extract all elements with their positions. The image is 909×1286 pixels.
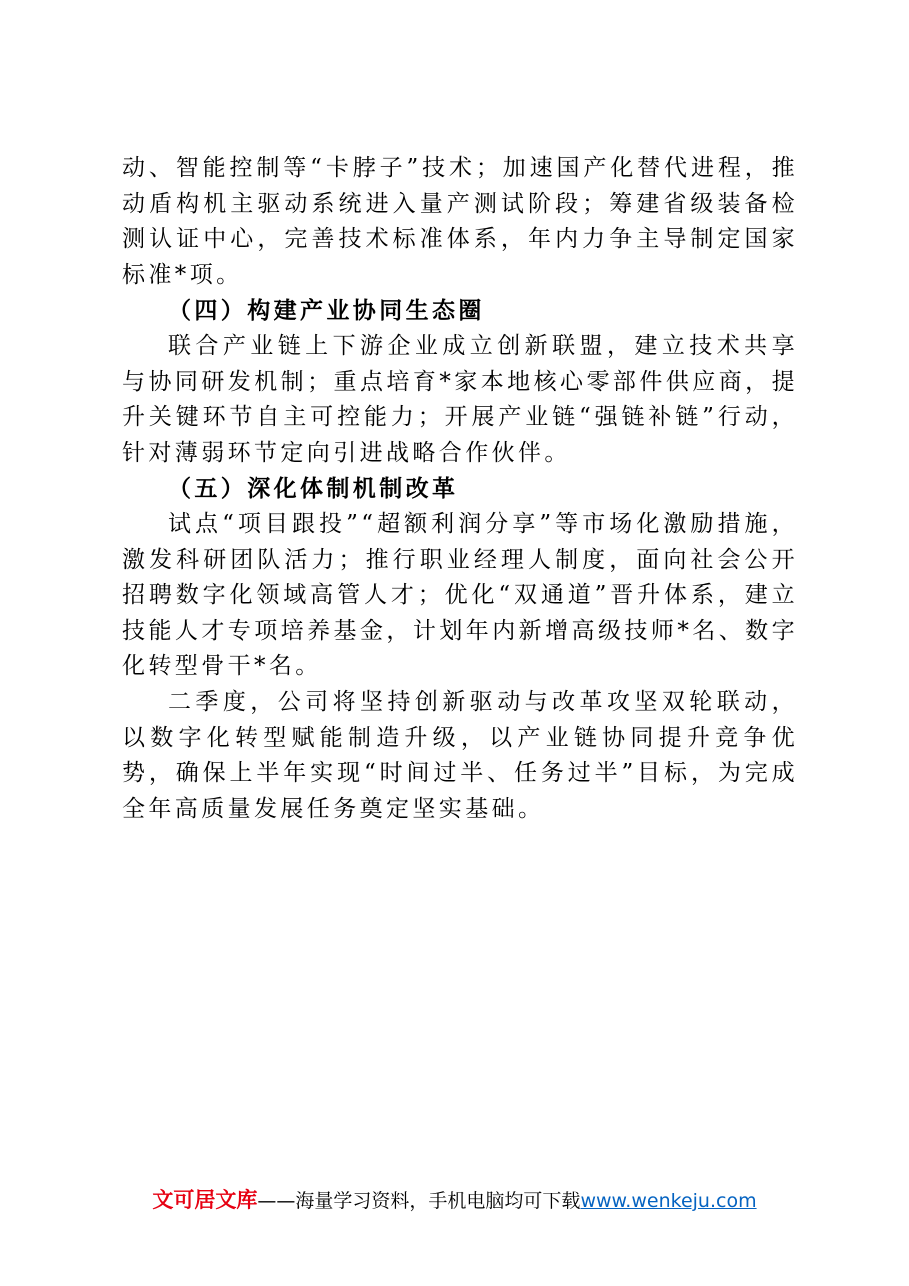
- footer-slogan: ——海量学习资料，手机电脑均可下载: [257, 1190, 581, 1212]
- paragraph-conclusion: 二季度，公司将坚持创新驱动与改革攻坚双轮联动，以数字化转型赋能制造升级，以产业链协同提升竞争优势，确保上半年实现“时间过半、任务过半”目标，为完成全年高质量发展任务奠定坚实基础。: [122, 688, 798, 822]
- paragraph-continuation: 动、智能控制等“卡脖子”技术；加速国产化替代进程，推动盾构机主驱动系统进入量产测试阶段；筹建省级装备检测认证中心，完善技术标准体系，年内力争主导制定国家标准*项。: [122, 155, 798, 288]
- footer-brand: 文可居文库: [152, 1188, 258, 1212]
- paragraph-institutional-reform: 试点“项目跟投”“超额利润分享”等市场化激励措施，激发科研团队活力；推行职业经理人制度，面向社会公开招聘数字化领域高管人才；优化“双通道”晋升体系，建立技能人才专项培养基金，计划年内新增高级技师*名、数字化转型骨干*名。: [122, 510, 798, 680]
- section-heading-4: （四）构建产业协同生态圈: [168, 297, 485, 325]
- footer-banner: [0, 1184, 909, 1214]
- paragraph-industry-ecosystem: 联合产业链上下游企业成立创新联盟，建立技术共享与协同研发机制；重点培育*家本地核心零部件供应商，提升关键环节自主可控能力；开展产业链“强链补链”行动，针对薄弱环节定向引进战略合作伙伴。: [122, 332, 798, 466]
- section-heading-5: （五）深化体制机制改革: [168, 475, 459, 503]
- footer-website-link[interactable]: www.wenkeju.com: [580, 1190, 757, 1212]
- document-body: [122, 151, 798, 827]
